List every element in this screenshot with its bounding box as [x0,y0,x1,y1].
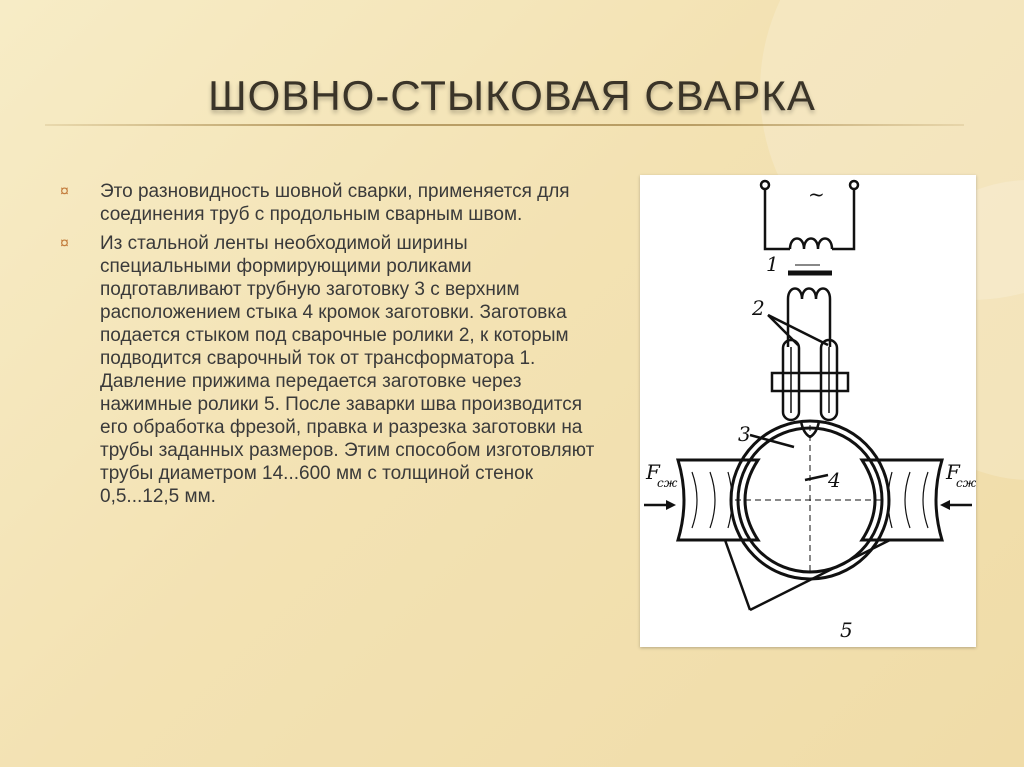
title-divider [45,124,964,126]
label-2: 2 [752,296,765,320]
bullet-list [60,180,600,514]
welding-diagram [640,175,976,647]
force-left-sub: сж [657,476,678,490]
bullet-text: Это разновидность шовной сварки, применяется для соединения труб с продольным сварным швом. [100,181,570,225]
terminal-right-icon [850,181,858,189]
bullet-item [60,180,600,226]
force-right-label: F [946,460,960,484]
label-1: 1 [766,252,779,276]
bullet-icon: ¤ [60,183,69,200]
bullet-icon: ¤ [60,235,69,252]
bullet-item [60,232,600,508]
terminal-left-icon [761,181,769,189]
diagram-svg [640,175,976,647]
force-right-sub: сж [956,476,976,490]
arrow-left-icon [940,500,950,510]
force-left-label: F [646,460,660,484]
label-3: 3 [738,422,751,446]
label-5: 5 [840,618,853,642]
bullet-text: Из стальной ленты необходимой ширины специальными формирующими роликами подготавливают трубную заготовку 3 с верхним расположением стыка 4 кромок заготовки. Заготовка подается стыком под сварочные ролики 2, к которым подводится сварочный ток от трансформатора 1. Давление прижима передается заготовке через нажимные ролики 5. После заварки шва производится его обработка фрезой, правка и разрезка заготовки на трубы заданных размеров. Этим способом изготовляют трубы диаметром 14...600 мм с толщиной стенок 0,5...12,5 мм. [100,233,595,507]
ac-symbol: ~ [808,182,825,206]
arrow-right-icon [666,500,676,510]
slide-title: ШОВНО-СТЫКОВАЯ СВАРКА [208,72,816,119]
label-4: 4 [828,468,841,492]
